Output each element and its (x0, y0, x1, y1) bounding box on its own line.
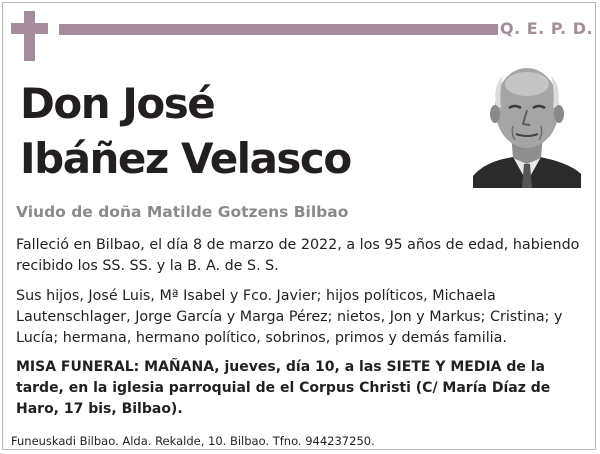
header-bar (59, 24, 498, 35)
cross-icon-horizontal (11, 23, 48, 34)
funeral-mass-paragraph: MISA FUNERAL: MAÑANA, jueves, día 10, a las SIETE Y MEDIA de la tarde, en la iglesia parroquial de el Corpus Christi (C/ María Díaz de Haro, 17 bis, Bilbao). (16, 359, 551, 417)
funeral-home-footer: Funeuskadi Bilbao. Alda. Rekalde, 10. Bilbao. Tfno. 944237250. (11, 434, 375, 448)
name-line-2: Ibáñez Velasco (20, 134, 351, 183)
qepd-label: Q. E. P. D. (500, 19, 594, 38)
widow-line: Viudo de doña Matilde Gotzens Bilbao (16, 203, 349, 221)
deceased-name (20, 76, 351, 186)
family-paragraph: Sus hijos, José Luis, Mª Isabel y Fco. Javier; hijos políticos, Michaela Lautenschlager, Jorge García y Marga Pérez; nietos, Jon y Markus; Cristina; y Lucía; hermana, hermano político, sobrinos, primos y demás familia. (16, 288, 563, 346)
name-line-1: Don José (20, 79, 215, 128)
death-paragraph: Falleció en Bilbao, el día 8 de marzo de 2022, a los 95 años de edad, habiendo recibido los SS. SS. y la B. A. de S. S. (16, 237, 580, 274)
portrait-photo (473, 64, 581, 188)
cross-icon-vertical (24, 11, 35, 61)
